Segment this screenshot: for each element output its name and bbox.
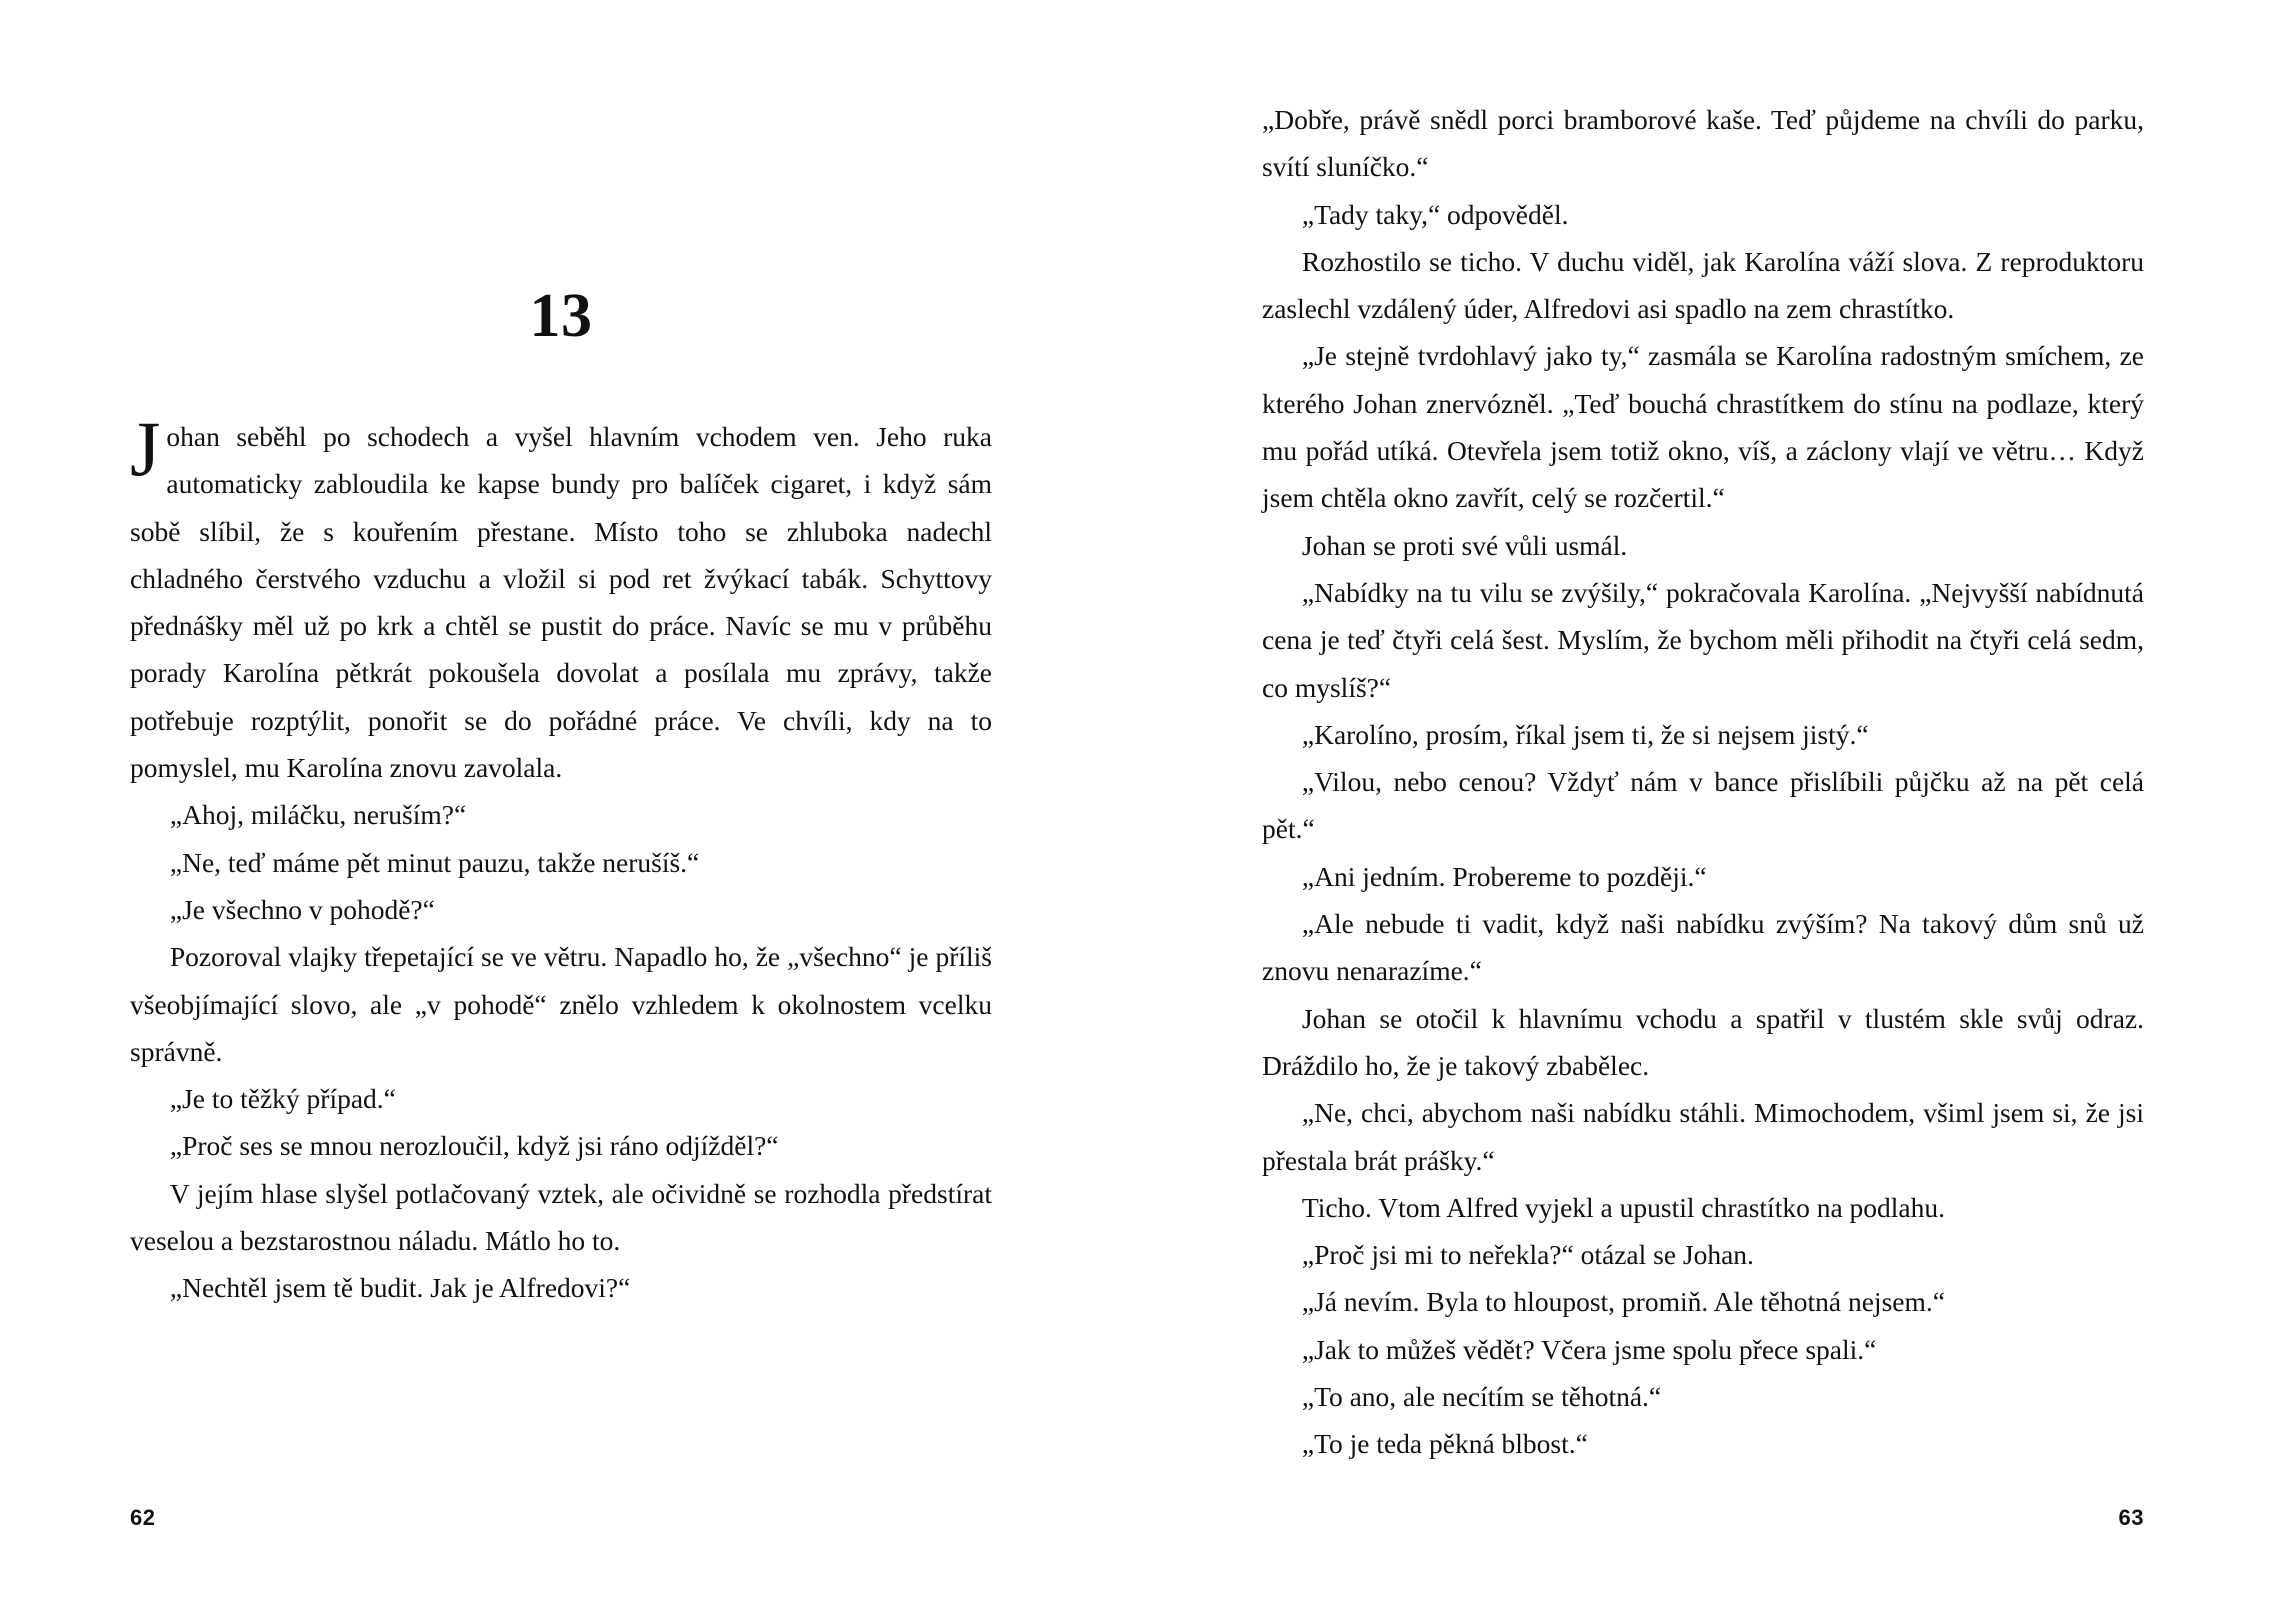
paragraph: „Ani jedním. Probereme to později.“ [1301, 860, 1707, 892]
right-page [1142, 0, 2284, 1615]
paragraph [130, 405, 992, 791]
chapter-number-heading: 13 [529, 282, 593, 350]
paragraph: „To ano, ale necítím se těhotná.“ [1301, 1381, 1662, 1413]
paragraph: Rozhostilo se ticho. V duchu viděl, jak Karolína váží slova. Z reproduktoru zaslechl vzdálený úder, Alfredovi asi spadlo na zem chrastítko. [1262, 245, 2144, 325]
paragraph: Pozoroval vlajky třepetající se ve větru. Napadlo ho, že „všechno“ je příliš všeobjímající slovo, ale „v pohodě“ znělo vzhledem k okolnostem vcelku správně. [130, 941, 992, 1067]
paragraph: „Vilou, nebo cenou? Vždyť nám v bance přislíbili půjčku až na pět celá pět.“ [1262, 766, 2144, 845]
paragraph: „Karolíno, prosím, říkal jsem ti, že si nejsem jistý.“ [1301, 718, 1869, 750]
page-number-right: 63 [2118, 1505, 2144, 1530]
paragraph: „Je stejně tvrdohlavý jako ty,“ zasmála se Karolína radostným smíchem, ze kterého Johan znervózněl. „Teď bouchá chrastítkem do stínu na podlaze, který mu pořád utíká. Otevřela jsem totiž okno, víš, a záclony vlají ve větru… Když jsem chtěla okno zavřít, celý se rozčertil.“ [1262, 340, 2144, 514]
paragraph: V jejím hlase slyšel potlačovaný vztek, ale očividně se rozhodla předstírat veselou a bezstarostnou náladu. Mátlo ho to. [130, 1177, 992, 1257]
paragraph: Ticho. Vtom Alfred vyjekl a upustil chrastítko na podlahu. [1301, 1191, 1946, 1223]
paragraph: „Ne, chci, abychom naši nabídku stáhli. Mimochodem, všiml jsem si, že jsi přestala brát prášky.“ [1262, 1097, 2144, 1176]
paragraph-text: ohan seběhl po schodech a vyšel hlavním vchodem ven. Jeho ruka automaticky zabloudila ke kapse bundy pro balíček cigaret, i když sám sobě slíbil, že s kouřením přestane. Místo toho se zhluboka nadechl chladného čerstvého vzduchu a vložil si pod ret žvýkací tabák. Schyttovy přednášky měl už po krk a chtěl se pustit do práce. Navíc se mu v průběhu porady Karolína pětkrát pokoušela dovolat a posílala mu zprávy, takže potřebuje rozptýlit, ponořit se do pořádné práce. Ve chvíli, kdy na to pomyslel, mu Karolína znovu zavolala. [130, 421, 992, 784]
paragraph: Johan se proti své vůli usmál. [1301, 529, 1628, 561]
paragraph: „Nabídky na tu vilu se zvýšily,“ pokračovala Karolína. „Nejvyšší nabídnutá cena je teď čtyři celá šest. Myslím, že bychom měli přihodit na čtyři celá sedm, co myslíš?“ [1262, 576, 2144, 703]
right-page-body [1262, 96, 2144, 1468]
paragraph: „Nechtěl jsem tě budit. Jak je Alfredovi?“ [169, 1272, 631, 1304]
page-number-left: 62 [130, 1505, 156, 1530]
paragraph: „Ahoj, miláčku, neruším?“ [169, 799, 467, 831]
paragraph: Johan se otočil k hlavnímu vchodu a spatřil v tlustém skle svůj odraz. Dráždilo ho, že je takový zbabělec. [1262, 1002, 2144, 1081]
paragraph: „Ale nebude ti vadit, když naši nabídku zvýším? Na takový dům snů už znovu nenarazíme.“ [1262, 908, 2144, 987]
left-page-body [130, 282, 992, 1312]
paragraph: „To je teda pěkná blbost.“ [1301, 1428, 1588, 1460]
paragraph: „Ne, teď máme pět minut pauzu, takže nerušíš.“ [169, 846, 700, 878]
paragraph: „Proč jsi mi to neřekla?“ otázal se Johan. [1301, 1239, 1754, 1271]
paragraph: „Je to těžký případ.“ [169, 1083, 396, 1115]
drop-cap: J [130, 405, 161, 492]
paragraph: „Proč ses se mnou nerozloučil, když jsi ráno odjížděl?“ [169, 1130, 779, 1162]
paragraph: „Tady taky,“ odpověděl. [1301, 198, 1569, 230]
paragraph: „Já nevím. Byla to hloupost, promiň. Ale těhotná nejsem.“ [1301, 1286, 1945, 1318]
paragraph: „Je všechno v pohodě?“ [169, 893, 435, 925]
paragraph: „Jak to můžeš vědět? Včera jsme spolu přece spali.“ [1301, 1333, 1877, 1365]
paragraph: „Dobře, právě snědl porci bramborové kaše. Teď půjdeme na chvíli do parku, svítí sluníčko.“ [1262, 104, 2144, 183]
